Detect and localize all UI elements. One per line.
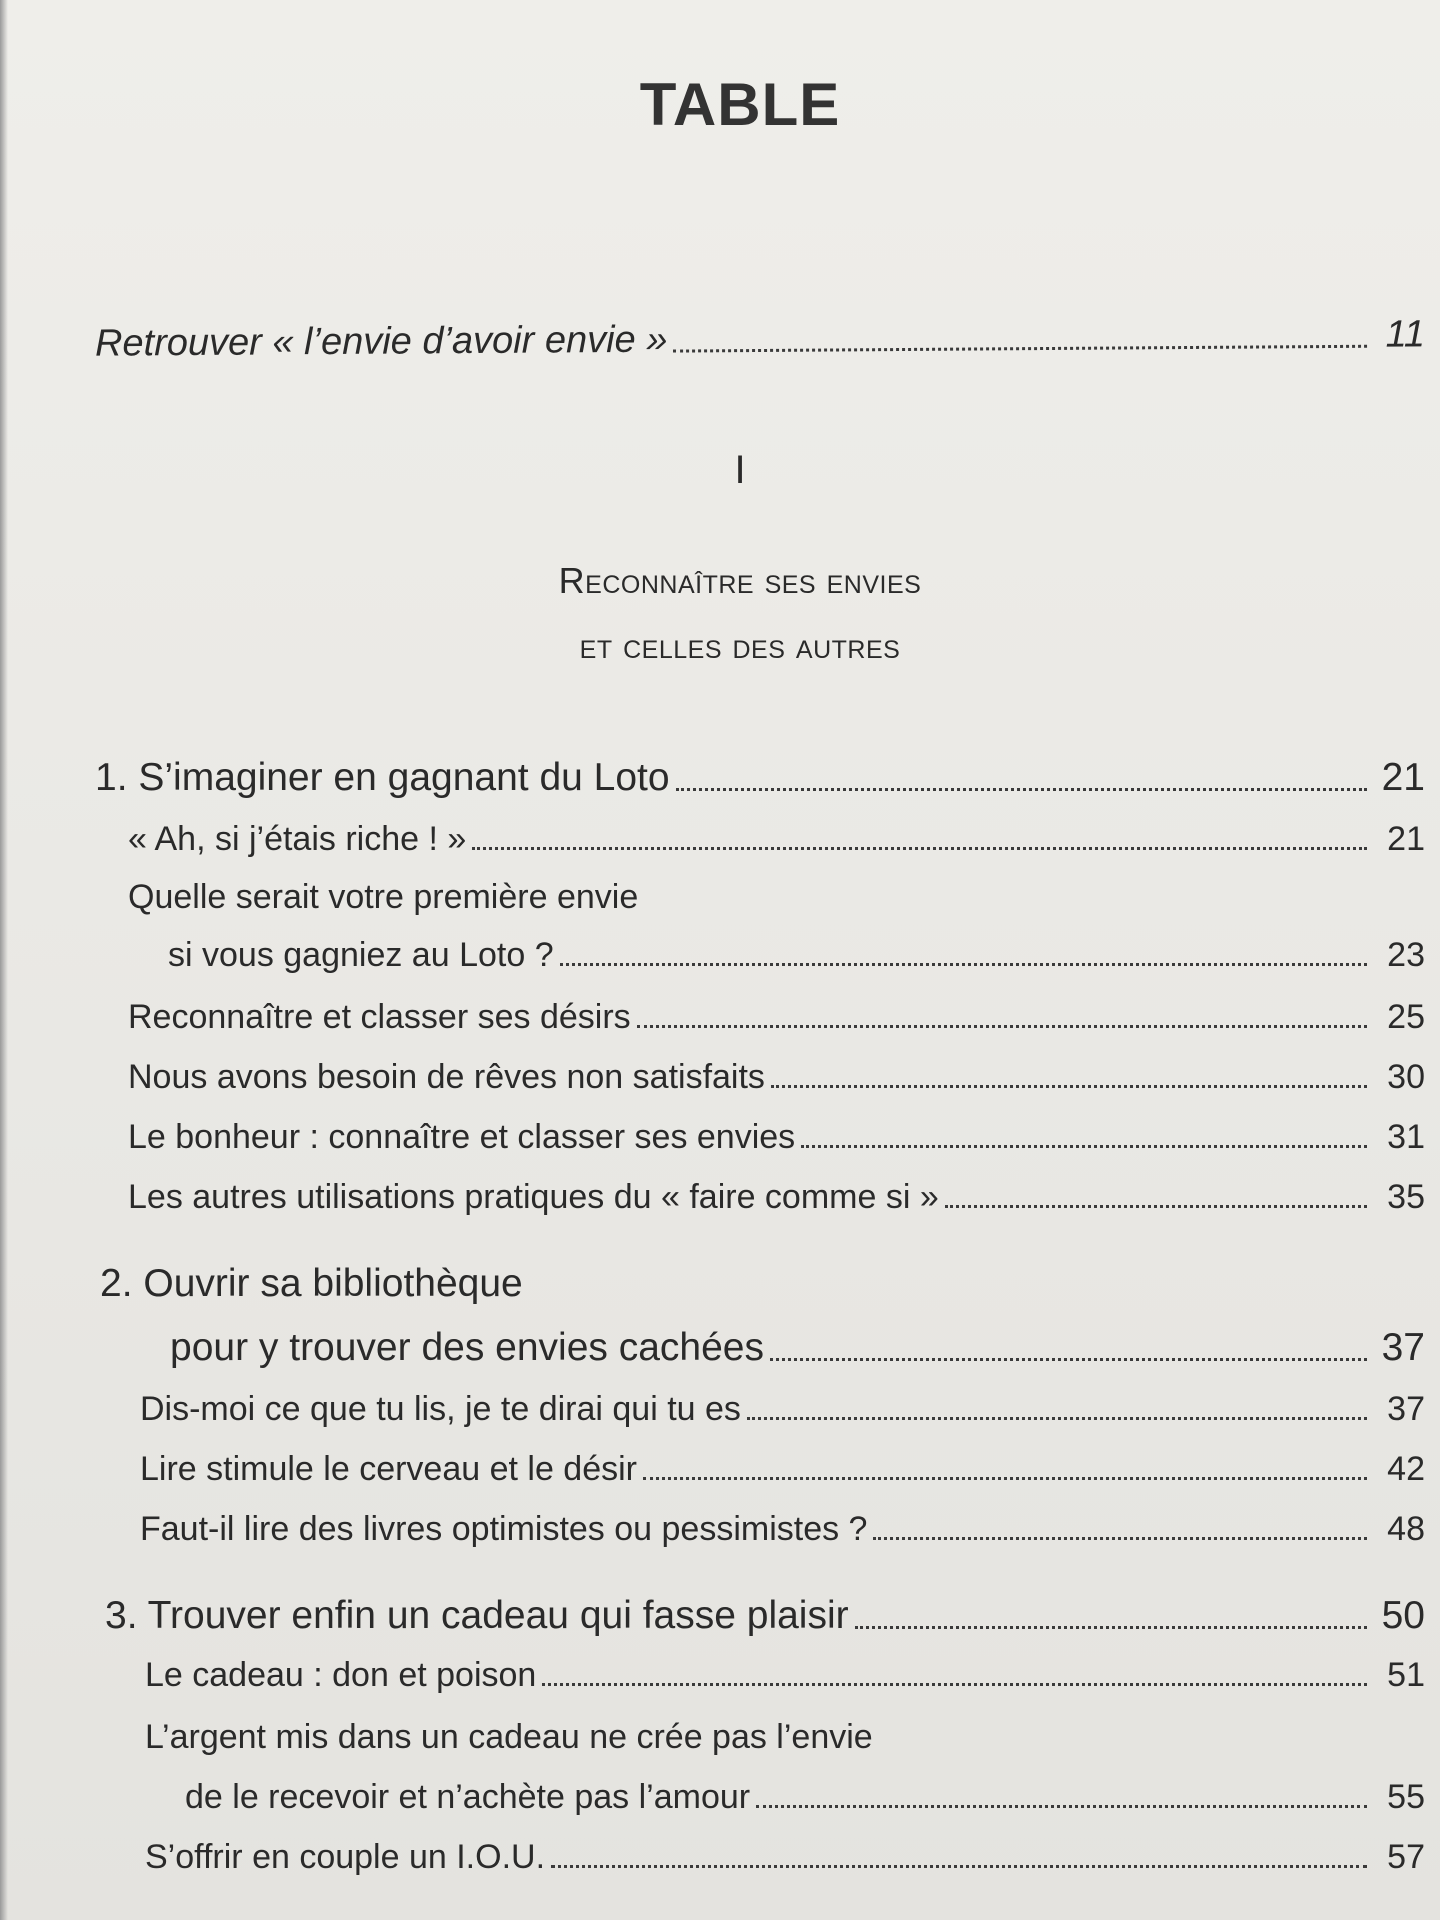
leader-dots (945, 1205, 1367, 1208)
page-title: TABLE (639, 71, 841, 138)
leader-dots (542, 1683, 1367, 1686)
toc-entry-label: de le recevoir et n’achète pas l’amour (185, 1778, 751, 1816)
leader-dots (551, 1865, 1367, 1868)
leader-dots (801, 1145, 1367, 1148)
leader-dots (770, 1358, 1367, 1361)
toc-entry-page: 51 (1387, 1656, 1425, 1694)
toc-entry (128, 1118, 1425, 1157)
chapter-2-label-line1: 2. Ouvrir sa bibliothèque (100, 1262, 523, 1305)
toc-entry (168, 936, 1425, 975)
toc-entry-page: 55 (1387, 1778, 1425, 1816)
toc-entry-label: Le cadeau : don et poison (145, 1656, 537, 1694)
toc-entry-label: Reconnaître et classer ses désirs (128, 998, 631, 1036)
toc-entry-page: 25 (1387, 998, 1425, 1036)
toc-entry-label: S’offrir en couple un I.O.U. (145, 1838, 546, 1876)
toc-entry (128, 1058, 1425, 1097)
toc-entry-page: 42 (1387, 1450, 1425, 1488)
toc-entry-page: 23 (1387, 936, 1425, 974)
toc-entry (185, 1778, 1425, 1817)
leader-dots (873, 1537, 1367, 1540)
toc-entry-label: Faut-il lire des livres optimistes ou pessimistes ? (140, 1510, 868, 1548)
toc-intro-page: 11 (1385, 313, 1426, 356)
leader-dots (756, 1805, 1367, 1808)
toc-entry-label: Dis-moi ce que tu lis, je te dirai qui tu es (140, 1390, 741, 1428)
toc-entry (128, 1178, 1425, 1217)
chapter-3-page: 50 (1381, 1594, 1425, 1637)
leader-dots (472, 847, 1367, 850)
toc-entry-page: 37 (1387, 1390, 1425, 1428)
page-edge-shadow (0, 0, 8, 1920)
toc-entry-label: Le bonheur : connaître et classer ses envies (128, 1118, 796, 1156)
chapter-2-page: 37 (1381, 1326, 1425, 1369)
toc-entry (140, 1510, 1425, 1549)
chapter-2-label: pour y trouver des envies cachées (170, 1326, 764, 1369)
toc-entry (145, 1838, 1425, 1877)
part-numeral: I (734, 448, 746, 492)
toc-entry (140, 1450, 1425, 1489)
toc-entry-page: 57 (1387, 1838, 1425, 1876)
toc-entry (140, 1390, 1425, 1429)
leader-dots (637, 1025, 1367, 1028)
toc-entry-label-line1: L’argent mis dans un cadeau ne crée pas l’envie (145, 1718, 873, 1756)
leader-dots (771, 1085, 1367, 1088)
leader-dots (560, 963, 1367, 966)
toc-entry (128, 998, 1425, 1037)
chapter-1-page: 21 (1381, 756, 1425, 799)
part-title-line1: Reconnaître ses envies (558, 560, 922, 601)
chapter-1 (95, 756, 1425, 800)
leader-dots (643, 1477, 1367, 1480)
leader-dots (855, 1626, 1367, 1629)
toc-entry (145, 1656, 1425, 1695)
toc-entry-page: 21 (1387, 820, 1425, 858)
toc-entry-page: 31 (1387, 1118, 1425, 1156)
toc-entry-label: Les autres utilisations pratiques du « faire comme si » (128, 1178, 939, 1216)
toc-entry-label: si vous gagniez au Loto ? (168, 936, 554, 974)
toc-entry-label: Nous avons besoin de rêves non satisfaits (128, 1058, 765, 1096)
toc-entry-label: « Ah, si j’étais riche ! » (128, 820, 467, 858)
toc-entry-page: 30 (1387, 1058, 1425, 1096)
toc-intro-label: Retrouver « l’envie d’avoir envie » (94, 318, 668, 365)
chapter-1-label: 1. S’imaginer en gagnant du Loto (95, 756, 670, 799)
part-title-line2: et celles des autres (579, 625, 901, 666)
chapter-2 (170, 1326, 1425, 1370)
leader-dots (747, 1417, 1367, 1420)
leader-dots (676, 788, 1367, 791)
chapter-3-label: 3. Trouver enfin un cadeau qui fasse plaisir (105, 1594, 849, 1637)
toc-entry-page: 48 (1387, 1510, 1425, 1548)
toc-entry-label-line1: Quelle serait votre première envie (128, 878, 639, 916)
chapter-3 (105, 1594, 1425, 1638)
toc-entry-page: 35 (1387, 1178, 1425, 1216)
leader-dots (673, 345, 1367, 353)
toc-entry-label: Lire stimule le cerveau et le désir (140, 1450, 638, 1488)
toc-entry (128, 820, 1425, 859)
